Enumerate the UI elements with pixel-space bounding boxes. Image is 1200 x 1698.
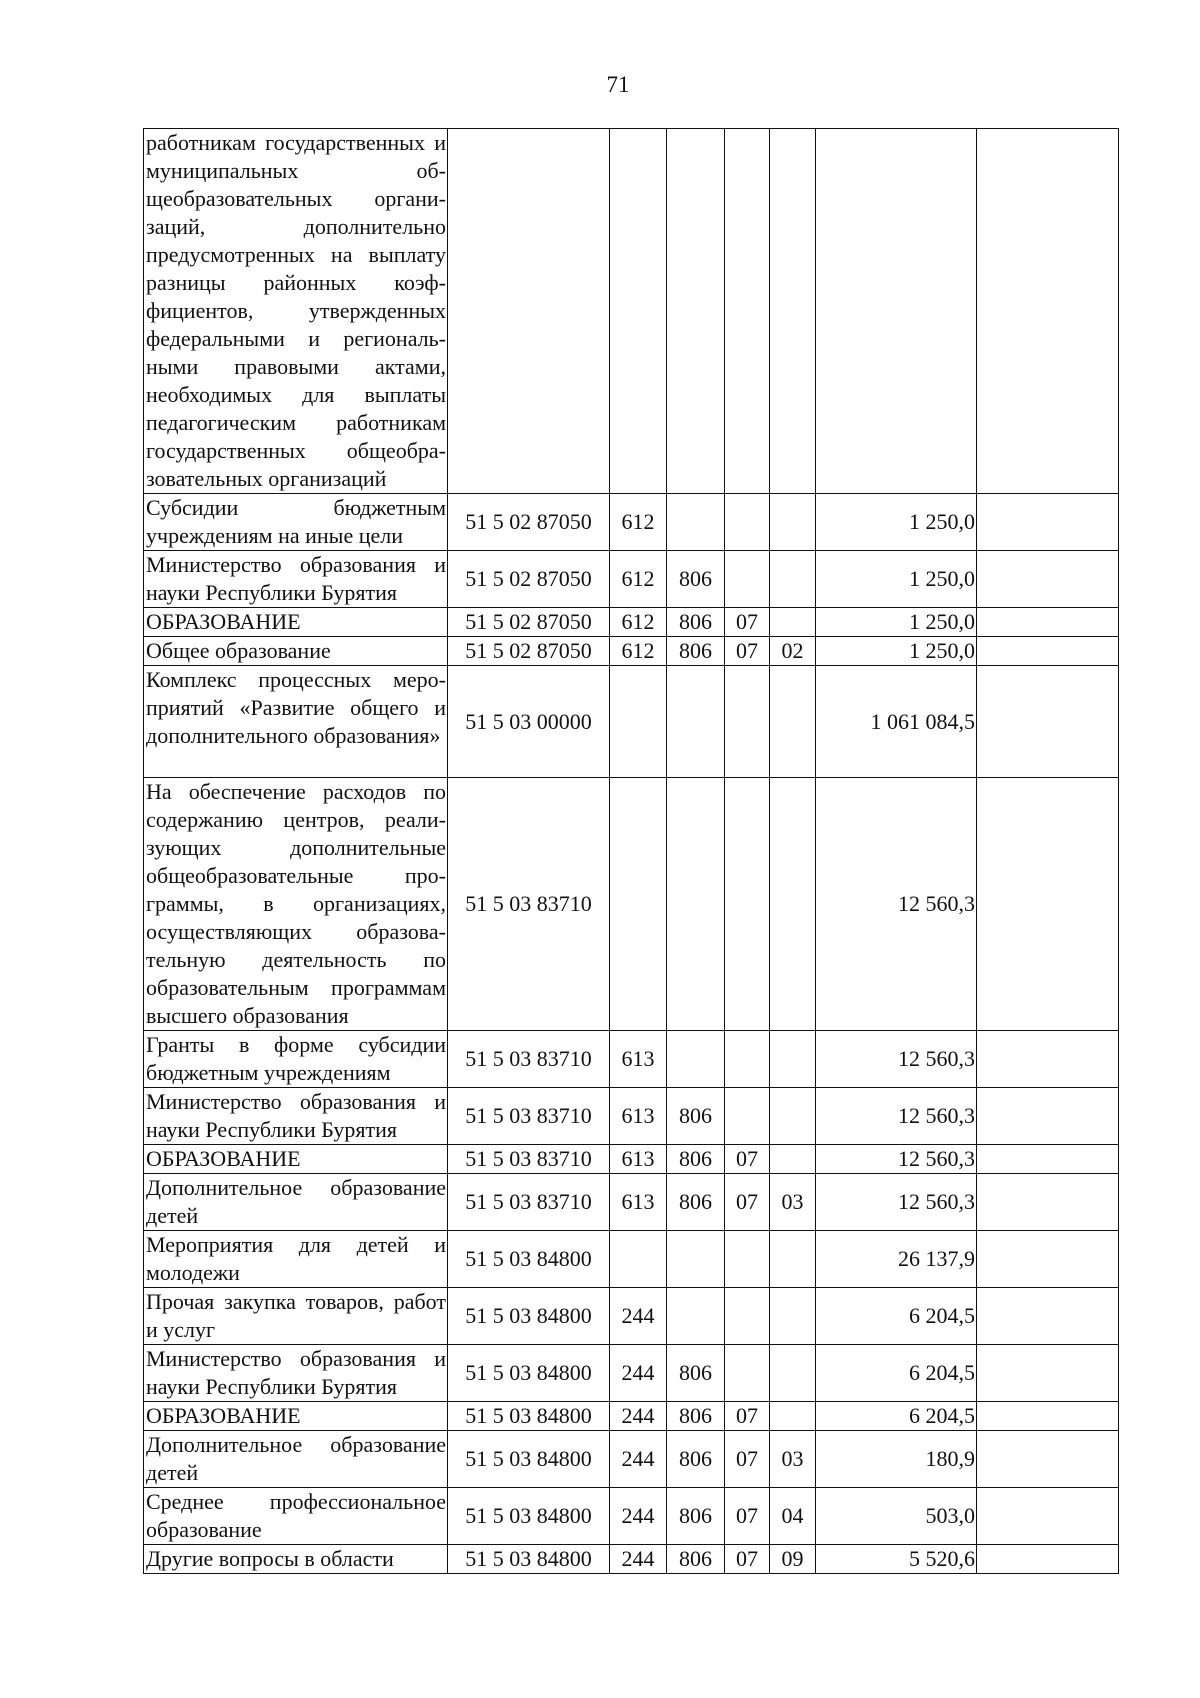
subsection-code-cell: 09 <box>770 1545 816 1574</box>
expense-type-cell: 612 <box>610 608 667 637</box>
ministry-code-cell: 806 <box>667 1174 725 1231</box>
amount-cell: 5 520,6 <box>816 1545 977 1574</box>
section-code-cell: 07 <box>725 1488 770 1545</box>
csr-code-cell: 51 5 02 87050 <box>448 637 610 666</box>
ministry-code-cell <box>667 1288 725 1345</box>
extra-cell <box>977 129 1119 494</box>
expense-type-cell <box>610 1231 667 1288</box>
section-code-cell <box>725 1031 770 1088</box>
row-name-cell: Дополнительное образование детей <box>144 1431 448 1488</box>
amount-cell: 1 061 084,5 <box>816 666 977 778</box>
section-code-cell: 07 <box>725 637 770 666</box>
extra-cell <box>977 1545 1119 1574</box>
csr-code-cell <box>448 129 610 494</box>
section-code-cell <box>725 1288 770 1345</box>
amount-cell: 1 250,0 <box>816 637 977 666</box>
ministry-code-cell <box>667 1231 725 1288</box>
amount-cell: 12 560,3 <box>816 1145 977 1174</box>
section-code-cell <box>725 129 770 494</box>
subsection-code-cell <box>770 551 816 608</box>
row-name-cell: На обеспечение расходов по содержанию центров, реализующих дополнительные общеобразовательные программы, в организациях, осуществляющих образовательную деятельность по образовательным программам высшего образования <box>144 778 448 1031</box>
row-name-cell: Министерство образования и науки Республики Бурятия <box>144 551 448 608</box>
ministry-code-cell: 806 <box>667 1488 725 1545</box>
extra-cell <box>977 1088 1119 1145</box>
table-row <box>144 1088 1119 1145</box>
row-name-cell: Общее образование <box>144 637 448 666</box>
table-row <box>144 494 1119 551</box>
amount-cell: 12 560,3 <box>816 1031 977 1088</box>
row-name-cell: Мероприятия для детей и молодежи <box>144 1231 448 1288</box>
table-row <box>144 129 1119 494</box>
amount-cell: 503,0 <box>816 1488 977 1545</box>
extra-cell <box>977 1231 1119 1288</box>
csr-code-cell: 51 5 03 83710 <box>448 1031 610 1088</box>
table-row <box>144 666 1119 778</box>
table-row <box>144 1545 1119 1574</box>
expense-type-cell: 244 <box>610 1288 667 1345</box>
ministry-code-cell: 806 <box>667 637 725 666</box>
amount-cell: 6 204,5 <box>816 1402 977 1431</box>
ministry-code-cell: 806 <box>667 608 725 637</box>
amount-cell: 180,9 <box>816 1431 977 1488</box>
table-row <box>144 1402 1119 1431</box>
ministry-code-cell <box>667 666 725 778</box>
ministry-code-cell: 806 <box>667 1088 725 1145</box>
subsection-code-cell: 02 <box>770 637 816 666</box>
subsection-code-cell <box>770 1145 816 1174</box>
section-code-cell: 07 <box>725 1431 770 1488</box>
section-code-cell <box>725 1088 770 1145</box>
amount-cell: 26 137,9 <box>816 1231 977 1288</box>
csr-code-cell: 51 5 03 00000 <box>448 666 610 778</box>
subsection-code-cell <box>770 1288 816 1345</box>
csr-code-cell: 51 5 02 87050 <box>448 551 610 608</box>
csr-code-cell: 51 5 02 87050 <box>448 494 610 551</box>
subsection-code-cell <box>770 129 816 494</box>
extra-cell <box>977 551 1119 608</box>
subsection-code-cell: 03 <box>770 1174 816 1231</box>
subsection-code-cell <box>770 778 816 1031</box>
subsection-code-cell <box>770 666 816 778</box>
table-row <box>144 1145 1119 1174</box>
ministry-code-cell: 806 <box>667 1402 725 1431</box>
section-code-cell: 07 <box>725 1545 770 1574</box>
extra-cell <box>977 1488 1119 1545</box>
row-name-cell: работникам государственных и муниципальных общеобразовательных организаций, дополнительно предусмотренных на выплату разницы районных коэффициентов, утвержденных федеральными и региональными правовыми актами, необходимых для выплаты педагогическим работникам государственных общеобразовательных организаций <box>144 129 448 494</box>
subsection-code-cell <box>770 494 816 551</box>
extra-cell <box>977 1288 1119 1345</box>
row-name-cell: Другие вопросы в области <box>144 1545 448 1574</box>
section-code-cell: 07 <box>725 1145 770 1174</box>
row-name-cell: Министерство образования и науки Республики Бурятия <box>144 1345 448 1402</box>
section-code-cell <box>725 778 770 1031</box>
extra-cell <box>977 666 1119 778</box>
table-row <box>144 551 1119 608</box>
expense-type-cell: 613 <box>610 1088 667 1145</box>
csr-code-cell: 51 5 03 83710 <box>448 778 610 1031</box>
expense-type-cell <box>610 666 667 778</box>
ministry-code-cell <box>667 1031 725 1088</box>
table-row <box>144 1488 1119 1545</box>
budget-table-body <box>144 129 1119 1574</box>
csr-code-cell: 51 5 03 83710 <box>448 1145 610 1174</box>
expense-type-cell: 244 <box>610 1431 667 1488</box>
subsection-code-cell <box>770 608 816 637</box>
amount-cell <box>816 129 977 494</box>
amount-cell: 1 250,0 <box>816 551 977 608</box>
amount-cell: 12 560,3 <box>816 1088 977 1145</box>
table-row <box>144 637 1119 666</box>
table-row <box>144 1345 1119 1402</box>
row-name-cell: Министерство образования и науки Республики Бурятия <box>144 1088 448 1145</box>
expense-type-cell: 612 <box>610 494 667 551</box>
section-code-cell <box>725 666 770 778</box>
csr-code-cell: 51 5 03 84800 <box>448 1402 610 1431</box>
row-name-cell: ОБРАЗОВАНИЕ <box>144 608 448 637</box>
budget-table <box>143 128 1119 1574</box>
extra-cell <box>977 778 1119 1031</box>
extra-cell <box>977 1431 1119 1488</box>
section-code-cell: 07 <box>725 1402 770 1431</box>
extra-cell <box>977 1345 1119 1402</box>
expense-type-cell: 612 <box>610 551 667 608</box>
expense-type-cell: 612 <box>610 637 667 666</box>
extra-cell <box>977 1174 1119 1231</box>
row-name-cell: Среднее профессиональное образование <box>144 1488 448 1545</box>
table-row <box>144 778 1119 1031</box>
ministry-code-cell <box>667 129 725 494</box>
section-code-cell <box>725 551 770 608</box>
csr-code-cell: 51 5 03 83710 <box>448 1174 610 1231</box>
subsection-code-cell <box>770 1088 816 1145</box>
csr-code-cell: 51 5 03 84800 <box>448 1431 610 1488</box>
expense-type-cell: 613 <box>610 1031 667 1088</box>
row-name-cell: ОБРАЗОВАНИЕ <box>144 1145 448 1174</box>
ministry-code-cell <box>667 494 725 551</box>
extra-cell <box>977 1145 1119 1174</box>
csr-code-cell: 51 5 03 84800 <box>448 1231 610 1288</box>
expense-type-cell <box>610 129 667 494</box>
subsection-code-cell: 03 <box>770 1431 816 1488</box>
expense-type-cell: 244 <box>610 1545 667 1574</box>
amount-cell: 12 560,3 <box>816 778 977 1031</box>
extra-cell <box>977 1402 1119 1431</box>
table-row <box>144 1031 1119 1088</box>
row-name-cell: Прочая закупка товаров, работ и услуг <box>144 1288 448 1345</box>
expense-type-cell: 244 <box>610 1488 667 1545</box>
table-row <box>144 1288 1119 1345</box>
expense-type-cell: 244 <box>610 1345 667 1402</box>
table-row <box>144 1431 1119 1488</box>
table-row <box>144 1231 1119 1288</box>
amount-cell: 1 250,0 <box>816 494 977 551</box>
csr-code-cell: 51 5 03 84800 <box>448 1345 610 1402</box>
ministry-code-cell: 806 <box>667 1145 725 1174</box>
row-name-cell: Субсидии бюджетным учреждениям на иные цели <box>144 494 448 551</box>
expense-type-cell: 244 <box>610 1402 667 1431</box>
csr-code-cell: 51 5 02 87050 <box>448 608 610 637</box>
csr-code-cell: 51 5 03 84800 <box>448 1288 610 1345</box>
table-row <box>144 1174 1119 1231</box>
extra-cell <box>977 494 1119 551</box>
expense-type-cell: 613 <box>610 1174 667 1231</box>
subsection-code-cell <box>770 1345 816 1402</box>
csr-code-cell: 51 5 03 84800 <box>448 1488 610 1545</box>
row-name-cell: ОБРАЗОВАНИЕ <box>144 1402 448 1431</box>
table-row <box>144 608 1119 637</box>
amount-cell: 6 204,5 <box>816 1345 977 1402</box>
extra-cell <box>977 1031 1119 1088</box>
csr-code-cell: 51 5 03 83710 <box>448 1088 610 1145</box>
amount-cell: 1 250,0 <box>816 608 977 637</box>
expense-type-cell: 613 <box>610 1145 667 1174</box>
ministry-code-cell: 806 <box>667 551 725 608</box>
section-code-cell <box>725 494 770 551</box>
section-code-cell <box>725 1345 770 1402</box>
subsection-code-cell <box>770 1031 816 1088</box>
extra-cell <box>977 637 1119 666</box>
subsection-code-cell <box>770 1402 816 1431</box>
csr-code-cell: 51 5 03 84800 <box>448 1545 610 1574</box>
row-name-cell: Гранты в форме субсидии бюджетным учреждениям <box>144 1031 448 1088</box>
extra-cell <box>977 608 1119 637</box>
ministry-code-cell: 806 <box>667 1545 725 1574</box>
subsection-code-cell <box>770 1231 816 1288</box>
amount-cell: 6 204,5 <box>816 1288 977 1345</box>
subsection-code-cell: 04 <box>770 1488 816 1545</box>
row-name-cell: Комплекс процессных мероприятий «Развитие общего и дополнительного образования» <box>144 666 448 778</box>
row-name-cell: Дополнительное образование детей <box>144 1174 448 1231</box>
section-code-cell <box>725 1231 770 1288</box>
ministry-code-cell: 806 <box>667 1345 725 1402</box>
page-number: 71 <box>606 72 630 97</box>
amount-cell: 12 560,3 <box>816 1174 977 1231</box>
section-code-cell: 07 <box>725 1174 770 1231</box>
ministry-code-cell: 806 <box>667 1431 725 1488</box>
ministry-code-cell <box>667 778 725 1031</box>
expense-type-cell <box>610 778 667 1031</box>
section-code-cell: 07 <box>725 608 770 637</box>
